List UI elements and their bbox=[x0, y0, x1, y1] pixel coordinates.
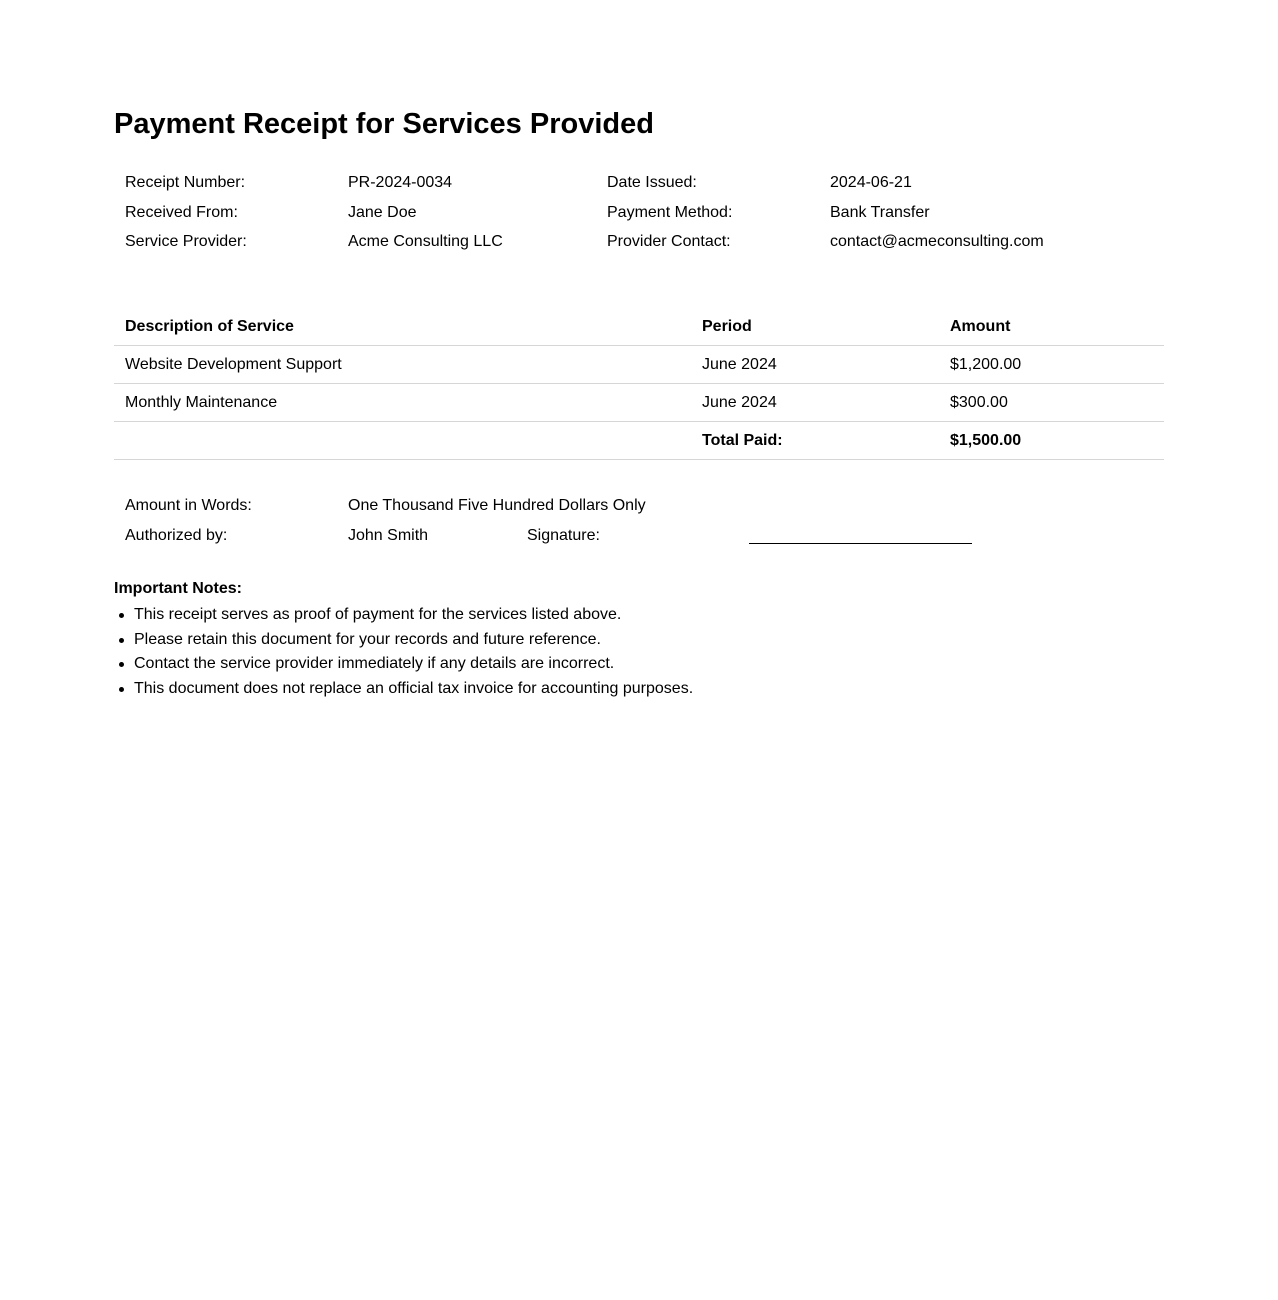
date-issued-value: 2024-06-21 bbox=[830, 174, 912, 191]
authorized-by-label: Authorized by: bbox=[125, 526, 228, 544]
service-description: Website Development Support bbox=[125, 355, 342, 373]
amount-in-words-label: Amount in Words: bbox=[125, 497, 252, 514]
table-header-row bbox=[114, 309, 1164, 346]
amount-in-words-row bbox=[125, 496, 1164, 526]
signature-label: Signature: bbox=[527, 526, 600, 544]
receipt-info bbox=[125, 173, 1164, 262]
table-row bbox=[114, 346, 1164, 384]
provider-contact-label: Provider Contact: bbox=[607, 233, 731, 250]
period-header: Period bbox=[702, 317, 752, 335]
amount-in-words-value: One Thousand Five Hundred Dollars Only bbox=[348, 497, 646, 514]
list-item: Please retain this document for your records and future reference. bbox=[114, 628, 1164, 653]
total-label: Total Paid: bbox=[702, 431, 783, 449]
list-item: This receipt serves as proof of payment for the services listed above. bbox=[114, 603, 1164, 628]
services-table bbox=[114, 309, 1164, 461]
important-notes bbox=[114, 579, 1164, 701]
receipt-document bbox=[114, 104, 1164, 701]
service-period: June 2024 bbox=[702, 393, 777, 411]
authorization-section bbox=[125, 496, 1164, 555]
service-amount: $1,200.00 bbox=[950, 355, 1022, 373]
authorized-by-value: John Smith bbox=[348, 526, 429, 544]
received-from-value: Jane Doe bbox=[348, 203, 417, 221]
service-provider-label: Service Provider: bbox=[125, 233, 247, 250]
list-item: This document does not replace an official tax invoice for accounting purposes. bbox=[114, 677, 1164, 702]
service-provider-value: Acme Consulting LLC bbox=[348, 233, 503, 250]
info-row bbox=[125, 232, 1164, 262]
service-period: June 2024 bbox=[702, 355, 777, 373]
receipt-number-value: PR-2024-0034 bbox=[348, 174, 453, 191]
total-amount: $1,500.00 bbox=[950, 431, 1022, 449]
table-row bbox=[114, 384, 1164, 422]
list-item: Contact the service provider immediately if any details are incorrect. bbox=[114, 652, 1164, 677]
amount-header: Amount bbox=[950, 317, 1011, 335]
info-row bbox=[125, 173, 1164, 203]
provider-contact-value: contact@acmeconsulting.com bbox=[830, 233, 1044, 250]
total-row bbox=[114, 422, 1164, 460]
service-amount: $300.00 bbox=[950, 393, 1008, 411]
page-title: Payment Receipt for Services Provided bbox=[114, 108, 654, 140]
payment-method-value: Bank Transfer bbox=[830, 203, 930, 221]
receipt-number-label: Receipt Number: bbox=[125, 174, 246, 191]
signature-line bbox=[749, 526, 972, 544]
payment-method-label: Payment Method: bbox=[607, 203, 733, 221]
description-header: Description of Service bbox=[125, 317, 294, 335]
service-description: Monthly Maintenance bbox=[125, 393, 278, 411]
total-empty-cell bbox=[114, 422, 691, 460]
notes-list bbox=[114, 603, 1164, 701]
date-issued-label: Date Issued: bbox=[607, 174, 697, 191]
notes-title: Important Notes: bbox=[114, 580, 242, 597]
authorized-by-row bbox=[125, 526, 1164, 556]
info-row bbox=[125, 203, 1164, 233]
received-from-label: Received From: bbox=[125, 203, 238, 221]
